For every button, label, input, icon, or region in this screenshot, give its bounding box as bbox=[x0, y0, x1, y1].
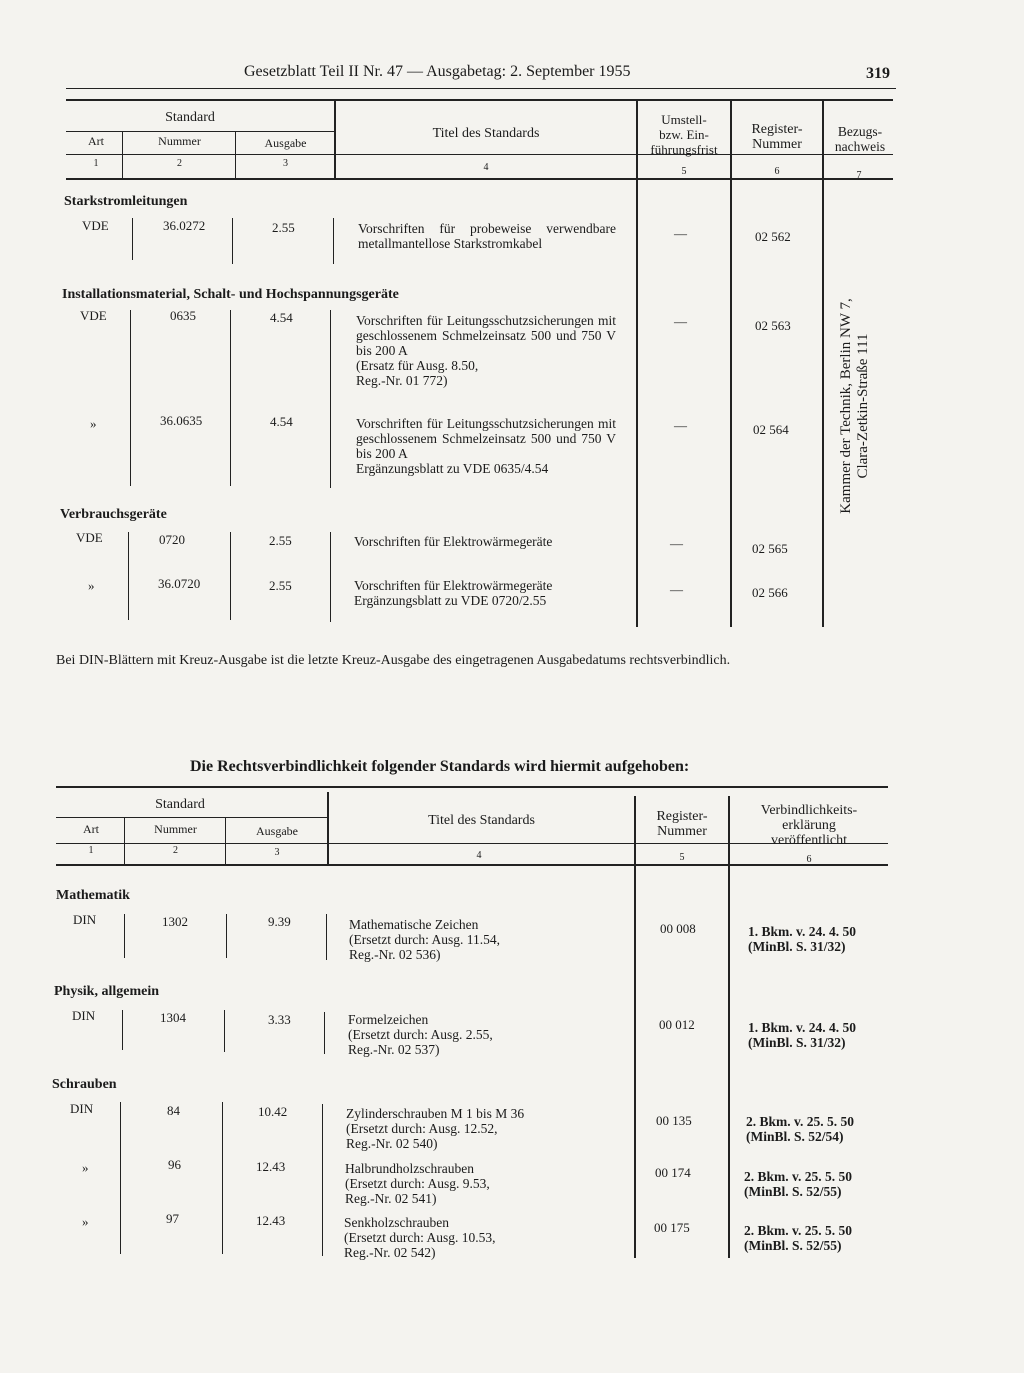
cell-ausgabe: 3.33 bbox=[268, 1012, 291, 1027]
table2-hsep bbox=[225, 818, 226, 864]
cell-titel: Vorschriften für Elektrowärmegeräte bbox=[354, 534, 553, 549]
cell-register: 02 566 bbox=[752, 585, 788, 600]
th-register: Register- Nummer bbox=[656, 809, 708, 839]
cell-register: 00 012 bbox=[659, 1017, 695, 1032]
cell-titel: Mathematische Zeichen (Ersetzt durch: Ausg. 11.54, Reg.-Nr. 02 536) bbox=[349, 917, 500, 962]
colnum: 5 bbox=[679, 852, 685, 863]
colnum: 1 bbox=[93, 158, 99, 169]
cell-register: 02 562 bbox=[755, 229, 791, 244]
cell-nummer: 36.0272 bbox=[163, 218, 206, 233]
cell-nummer: 0720 bbox=[159, 532, 185, 547]
cell-art: DIN bbox=[70, 1101, 94, 1116]
cell-register: 02 565 bbox=[752, 541, 788, 556]
cell-frist: — bbox=[670, 536, 683, 551]
cell-nummer: 36.0635 bbox=[160, 413, 203, 428]
cell-titel: Halbrundholzschrauben (Ersetzt durch: Ausg. 9.53, Reg.-Nr. 02 541) bbox=[345, 1161, 490, 1206]
cell-titel: Zylinderschrauben M 1 bis M 36 (Ersetzt durch: Ausg. 12.52, Reg.-Nr. 02 540) bbox=[346, 1106, 525, 1151]
cell-art: » bbox=[82, 1160, 89, 1175]
cell-nummer: 97 bbox=[166, 1211, 179, 1226]
th-art: Art bbox=[88, 134, 104, 148]
cell-rule bbox=[322, 1104, 323, 1256]
cell-register: 02 563 bbox=[755, 318, 791, 333]
cell-art: VDE bbox=[80, 308, 107, 323]
cell-rule bbox=[124, 914, 125, 958]
cell-rule bbox=[326, 914, 327, 960]
table2-col-sep bbox=[634, 796, 636, 1258]
section-heading: Physik, allgemein bbox=[54, 984, 160, 999]
cell-ausgabe: 4.54 bbox=[270, 414, 293, 429]
cell-titel: Senkholzschrauben (Ersetzt durch: Ausg. 10.53, Reg.-Nr. 02 542) bbox=[344, 1215, 496, 1260]
th-frist: Umstell- bzw. Ein- führungsfrist bbox=[650, 112, 718, 157]
th-titel: Titel des Standards bbox=[432, 126, 540, 141]
table1-hsep bbox=[122, 132, 123, 178]
cell-titel: Vorschriften für Leitungsschutzsicherungen mit geschlossenem Schmelzeinsatz 500 und 750 V bis 200 A (Ersatz für Ausg. 8.50, Reg.-Nr. 01 772) bbox=[356, 313, 616, 388]
cell-register: 02 564 bbox=[753, 422, 789, 437]
cell-ausgabe: 9.39 bbox=[268, 914, 291, 929]
cell-ausgabe: 12.43 bbox=[256, 1159, 286, 1174]
th-standard: Standard bbox=[155, 797, 205, 812]
cell-rule bbox=[222, 1102, 223, 1254]
table2-standard-rule bbox=[56, 817, 328, 818]
cell-rule bbox=[333, 218, 334, 264]
cell-titel: Vorschriften für probeweise verwendbare metallmantellose Starkstromkabel bbox=[358, 221, 616, 251]
cell-rule bbox=[230, 310, 231, 486]
cell-nummer: 1304 bbox=[160, 1010, 186, 1025]
th-nummer: Nummer bbox=[158, 134, 201, 148]
th-register: Register- Nummer bbox=[751, 122, 803, 152]
cell-nummer: 0635 bbox=[170, 308, 196, 323]
th-nummer: Nummer bbox=[154, 822, 197, 836]
colnum: 5 bbox=[681, 166, 687, 177]
cell-nummer: 84 bbox=[167, 1103, 180, 1118]
cell-bkm: 2. Bkm. v. 25. 5. 50 (MinBl. S. 52/55) bbox=[744, 1223, 853, 1253]
th-ausgabe: Ausgabe bbox=[256, 824, 298, 838]
colnum: 2 bbox=[177, 158, 182, 169]
cell-register: 00 008 bbox=[660, 921, 696, 936]
cell-frist: — bbox=[674, 418, 687, 433]
colnum: 3 bbox=[283, 158, 288, 169]
cell-rule bbox=[122, 1010, 123, 1050]
colnum: 6 bbox=[806, 854, 812, 865]
cell-ausgabe: 2.55 bbox=[269, 578, 292, 593]
section-heading-aufgehoben: Die Rechtsverbindlichkeit folgender Standards wird hiermit aufgehoben: bbox=[190, 758, 690, 775]
cell-rule bbox=[232, 218, 233, 264]
cell-bkm: 1. Bkm. v. 24. 4. 50 (MinBl. S. 31/32) bbox=[748, 924, 857, 954]
table1-col-sep bbox=[636, 99, 638, 627]
cell-titel: Vorschriften für Leitungsschutzsicherungen mit geschlossenem Schmelzeinsatz 500 und 750 V bis 200 A Ergänzungsblatt zu VDE 0635/4.54 bbox=[356, 416, 616, 476]
cell-rule bbox=[330, 310, 331, 488]
running-title: Gesetzblatt Teil II Nr. 47 — Ausgabetag: 2. September 1955 bbox=[244, 63, 631, 80]
colnum: 6 bbox=[774, 166, 780, 177]
cell-ausgabe: 2.55 bbox=[272, 220, 295, 235]
th-titel: Titel des Standards bbox=[428, 813, 535, 828]
colnum: 3 bbox=[274, 847, 280, 858]
cell-rule bbox=[324, 1012, 325, 1054]
cell-art: DIN bbox=[73, 912, 97, 927]
cell-nummer: 96 bbox=[168, 1157, 181, 1172]
cell-ausgabe: 4.54 bbox=[270, 310, 293, 325]
cell-rule bbox=[128, 532, 129, 620]
cell-frist: — bbox=[674, 314, 687, 329]
cell-register: 00 175 bbox=[654, 1220, 690, 1235]
colnum: 4 bbox=[476, 850, 482, 861]
cell-bkm: 1. Bkm. v. 24. 4. 50 (MinBl. S. 31/32) bbox=[748, 1020, 857, 1050]
colnum: 7 bbox=[856, 170, 862, 181]
colnum: 1 bbox=[88, 845, 94, 856]
cell-rule bbox=[224, 1010, 225, 1052]
table1-top-rule bbox=[66, 99, 893, 101]
cell-titel: Vorschriften für Elektrowärmegeräte Ergänzungsblatt zu VDE 0720/2.55 bbox=[354, 578, 553, 608]
cell-ausgabe: 2.55 bbox=[269, 533, 292, 548]
cell-register: 00 174 bbox=[655, 1165, 691, 1180]
th-art: Art bbox=[83, 822, 99, 836]
table1-hsep bbox=[235, 132, 236, 178]
table2-hsep bbox=[124, 818, 125, 864]
section-heading: Mathematik bbox=[56, 888, 130, 903]
header-rule bbox=[66, 88, 896, 89]
section-heading: Installationsmaterial, Schalt- und Hochspannungsgeräte bbox=[62, 287, 399, 302]
cell-ausgabe: 10.42 bbox=[258, 1104, 288, 1119]
section-heading: Starkstromleitungen bbox=[64, 194, 188, 209]
footnote: Bei DIN-Blättern mit Kreuz-Ausgabe ist die letzte Kreuz-Ausgabe des eingetragenen Ausgabedatums rechtsverbindlich. bbox=[56, 653, 731, 668]
cell-rule bbox=[330, 532, 331, 622]
section-heading: Verbrauchsgeräte bbox=[60, 507, 167, 522]
th-verbind: Verbindlichkeits- erklärung veröffentlicht bbox=[760, 803, 858, 848]
cell-bkm: 2. Bkm. v. 25. 5. 50 (MinBl. S. 52/54) bbox=[746, 1114, 855, 1144]
cell-register: 00 135 bbox=[656, 1113, 692, 1128]
table1-header-rule bbox=[66, 154, 893, 155]
colnum: 2 bbox=[173, 845, 178, 856]
table1-standard-rule bbox=[66, 131, 334, 132]
table1-col-sep bbox=[730, 99, 732, 627]
cell-bkm: 2. Bkm. v. 25. 5. 50 (MinBl. S. 52/55) bbox=[744, 1169, 853, 1199]
cell-art: VDE bbox=[82, 218, 109, 233]
table2-col-sep bbox=[728, 796, 730, 1258]
cell-art: » bbox=[90, 416, 97, 431]
table2-top-rule bbox=[56, 786, 888, 788]
cell-rule bbox=[130, 310, 131, 486]
cell-nummer: 36.0720 bbox=[158, 576, 201, 591]
cell-rule bbox=[226, 914, 227, 958]
cell-titel: Formelzeichen (Ersetzt durch: Ausg. 2.55, Reg.-Nr. 02 537) bbox=[348, 1012, 493, 1057]
section-heading: Schrauben bbox=[52, 1077, 117, 1092]
cell-ausgabe: 12.43 bbox=[256, 1213, 286, 1228]
cell-frist: — bbox=[670, 582, 683, 597]
th-standard: Standard bbox=[165, 110, 215, 125]
th-ausgabe: Ausgabe bbox=[264, 136, 307, 150]
cell-art: VDE bbox=[76, 530, 103, 545]
cell-rule bbox=[132, 218, 133, 260]
cell-rule bbox=[230, 532, 231, 620]
cell-rule bbox=[120, 1102, 121, 1254]
cell-art: » bbox=[88, 578, 95, 593]
colnum: 4 bbox=[483, 162, 489, 173]
cell-art: DIN bbox=[72, 1008, 96, 1023]
cell-nummer: 1302 bbox=[162, 914, 188, 929]
page-number: 319 bbox=[866, 65, 890, 82]
cell-art: » bbox=[82, 1214, 89, 1229]
cell-frist: — bbox=[674, 226, 687, 241]
bezugsnachweis-vertical: Kammer der Technik, Berlin NW 7, Clara-Zetkin-Straße 111 bbox=[838, 298, 871, 514]
table1-colnum-rule bbox=[66, 178, 893, 180]
th-bezug: Bezugs- nachweis bbox=[834, 124, 886, 154]
